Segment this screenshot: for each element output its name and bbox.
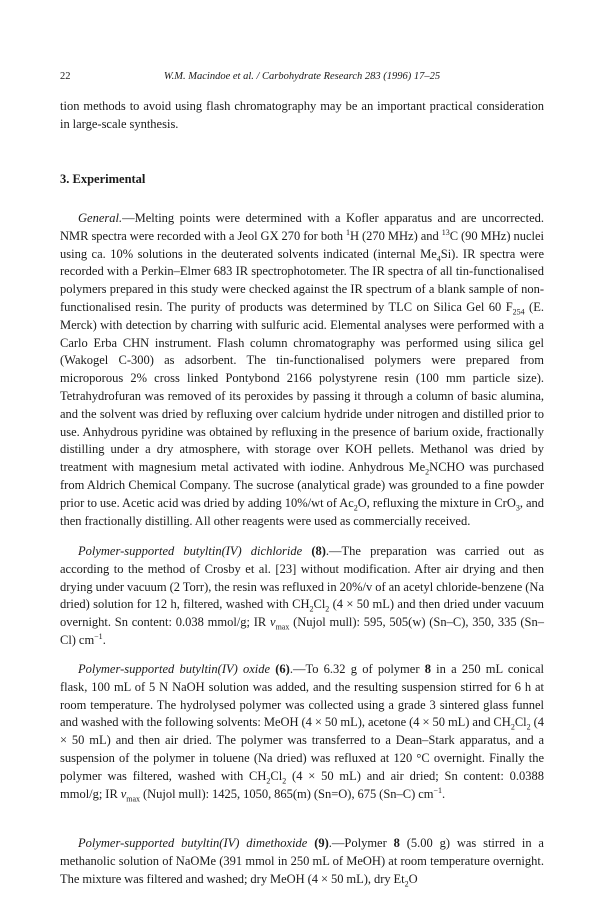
oxide-text-1: .—To 6.32 g of polymer: [289, 662, 425, 676]
dimethoxide-compound: 9: [318, 836, 325, 850]
dichloride-compound: 8: [315, 544, 322, 558]
general-text-1: —Melting points were determined with a Kofler apparatus and are uncorrected. NMR spectra were recorded with a Jeol GX 270 for both: [60, 211, 544, 243]
oxide-text-8: .: [442, 786, 446, 801]
oxide-text-2: in a 250 mL conical flask, 100 mL of 5 N NaOH solution was added, and the resulting suspension stirred for 6 h at room temperature. The hydrolysed polymer was collected using a grade 3 sintered glass funnel and washed with the following solvents: MeOH (4 × 50 mL), acetone (4 × 50 mL) and CH: [60, 662, 544, 730]
dimethoxide-text-3: O: [408, 871, 418, 886]
sub-4: 4: [436, 254, 441, 264]
sup-h: 1: [346, 227, 351, 237]
sub-3: 3: [515, 503, 520, 513]
section-number: 3.: [60, 172, 70, 186]
general-text-7: O, refluxing the mixture in CrO: [357, 495, 516, 510]
oxide-paragraph: Polymer-supported butyltin(IV) oxide (6).—To 6.32 g of polymer 8 in a 250 mL conical flask, 100 mL of 5 N NaOH solution was added, and the resulting suspension stirred for 6 h at room temperature. The hydrolysed polymer was collected using a grade 3 sintered glass funnel and washed with the following solvents: MeOH (4 × 50 mL), acetone (4 × 50 mL) and $CH_2Cl_2$ (4 × 50 mL) and then air dried. The polymer was transferred to a Dean–Stark apparatus, and a suspension of the polymer in toluene (Na dried) was refluxed at 120 °C overnight. Finally the polymer was filtered, washed with $CH_2Cl_2$ (4 × 50 mL) and air dried; Sn content: 0.0388 mmol/g; IR $\nu_{max}$ (Nujol mull): 1425, 1050, 865(m) (Sn=O), 675 (Sn–C) $cm^{-1}$.: [60, 662, 544, 804]
running-title: W.M. Macindoe et al. / Carbohydrate Research 283 (1996) 17–25: [163, 71, 441, 82]
general-text-2: H (270 MHz) and: [350, 228, 442, 243]
oxide-sub-4: 2: [282, 776, 287, 786]
general-text-5: (E. Merck) with detection by charring with sulfuric acid. Elemental analyses were performed with a Carlo Erba CHN instrument. Flash column chromatography was performed using silica gel (Wakogel C-300) as adsorbent. The tin-functionalised polymers were prepared from microporous 2% cross linked Pontybond 2166 polystyrene resin (100 mm particle size). Tetrahydrofuran was removed of its peroxides by passing it through a column of basic alumina, and the solvent was dried by refluxing over calcium hydride under nitrogen and distilled prior to use. Anhydrous pyridine was obtained by refluxing in the presence of barium oxide, fractionally distilling under a dry atmosphere, with storage over KOH pellets. Methanol was dried by treatment with magnesium metal activated with iodine. Anhydrous Me: [60, 299, 544, 475]
general-text-3: C (90 MHz) nuclei using ca. 10% solutions in the deuterated solvents indicated (internal Me: [60, 228, 545, 261]
dimethoxide-lead: Polymer-supported butyltin(IV) dimethoxide: [78, 836, 308, 850]
dichloride-sup: −1: [94, 631, 103, 641]
oxide-sub-3: 2: [266, 776, 271, 786]
dichloride-text-5: .: [102, 632, 106, 647]
oxide-text-7: (Nujol mull): 1425, 1050, 865(m) (Sn=O), 675 (Sn–C) cm: [140, 786, 434, 801]
general-text-4: Si). IR spectra were recorded with a Perkin–Elmer 683 IR spectrophotometer. The IR spectra of all tin-functionalised polymers prepared in this study were checked against the IR spectrum of a blank sample of non-functionalised resin. The purity of products was determined by TLC on Silica Gel 60 F: [60, 246, 545, 314]
dichloride-lead: Polymer-supported butyltin(IV) dichloride: [78, 544, 303, 558]
oxide-nu: ν: [120, 786, 127, 801]
running-header: [60, 70, 544, 84]
sub-254: 254: [512, 307, 525, 317]
general-text-6: NCHO was purchased from Aldrich Chemical Company. The sucrose (analytical grade) was grounded to a fine powder prior to use. Acetic acid was dried by adding 10%/wt of Ac: [60, 460, 544, 510]
sup-c: 13: [441, 227, 450, 237]
oxide-text-6: (4 × 50 mL) and air dried; Sn content: 0.0388 mmol/g; IR: [60, 768, 544, 801]
general-paragraph: [60, 210, 544, 530]
dimethoxide-text-1: .—Polymer: [328, 836, 394, 850]
dichloride-paragraph: Polymer-supported butyltin(IV) dichloride (8).—The preparation was carried out as according to the method of Crosby et al. [23] without modification. After air drying and then drying under vacuum (2 Torr), the resin was refluxed in 20%/v of an acetyl chloride-benzene (Na dried) solution for 12 h, filtered, washed with $CH_2Cl_2$ (4 × 50 mL) and then dried under vacuum overnight. Sn content: 0.038 mmol/g; IR $\nu_{max}$ (Nujol mull): 595, 505(w) (Sn–C), 350, 335 (Sn–Cl) $cm^{-1}$.: [60, 544, 544, 647]
oxide-text-5: Cl: [270, 768, 283, 783]
page-number: 22: [60, 71, 71, 82]
section-heading: [60, 172, 145, 187]
section-title: Experimental: [72, 172, 146, 186]
oxide-sub-1: 2: [510, 722, 515, 732]
continuation-text: tion methods to avoid using flash chromatography may be an important practical consideration in large-scale synthesis.: [60, 99, 544, 131]
oxide-ref: 8: [424, 662, 431, 676]
dimethoxide-sub-1: 2: [404, 879, 409, 889]
dichloride-text-3: (4 × 50 mL) and then dried under vacuum overnight. Sn content: 0.038 mmol/g; IR: [60, 597, 544, 630]
dichloride-nu: ν: [270, 615, 276, 630]
dimethoxide-ref: 8: [393, 836, 400, 850]
dichloride-sub-2: 2: [325, 604, 330, 614]
continuation-paragraph: [60, 98, 544, 134]
dichloride-text-2: Cl: [313, 597, 326, 612]
dimethoxide-paragraph: Polymer-supported butyltin(IV) dimethoxide (9).—Polymer 8 (5.00 g) was stirred in a methanolic solution of NaOMe (391 mmol in 250 mL of MeOH) at room temperature overnight. The mixture was filtered and washed; dry MeOH (4 × 50 mL), dry $Et_2O$: [60, 836, 544, 889]
oxide-max: max: [126, 794, 141, 804]
oxide-sup: −1: [433, 785, 443, 795]
dichloride-max: max: [275, 622, 290, 632]
dichloride-text-1: .—The preparation was carried out as according to the method of Crosby et al. [23] without modification. After air drying and then drying under vacuum (2 Torr), the resin was refluxed in 20%/v of an acetyl chloride-benzene (Na dried) solution for 12 h, filtered, washed with CH: [60, 544, 544, 612]
sub-2b: 2: [353, 503, 358, 513]
oxide-text-4: (4 × 50 mL) and then air dried. The polymer was transferred to a Dean–Stark apparatus, and a suspension of the polymer in toluene (Na dried) was refluxed at 120 °C overnight. Finally the polymer was filtered, washed with CH: [60, 715, 544, 783]
sub-2a: 2: [425, 467, 430, 477]
oxide-lead: Polymer-supported butyltin(IV) oxide: [78, 662, 271, 676]
oxide-text-3: Cl: [514, 715, 527, 730]
oxide-sub-2: 2: [526, 722, 531, 732]
general-lead: General.: [78, 211, 123, 225]
oxide-compound: 6: [279, 662, 286, 676]
dichloride-text-4: (Nujol mull): 595, 505(w) (Sn–C), 350, 335 (Sn–Cl) cm: [60, 615, 544, 647]
general-text-8: , and then fractionally distilling. All other reagents were used as commercially received.: [60, 495, 544, 528]
dichloride-sub-1: 2: [309, 604, 314, 614]
dimethoxide-text-2: (5.00 g) was stirred in a methanolic solution of NaOMe (391 mmol in 250 mL of MeOH) at room temperature overnight. The mixture was filtered and washed; dry MeOH (4 × 50 mL), dry Et: [60, 836, 544, 886]
